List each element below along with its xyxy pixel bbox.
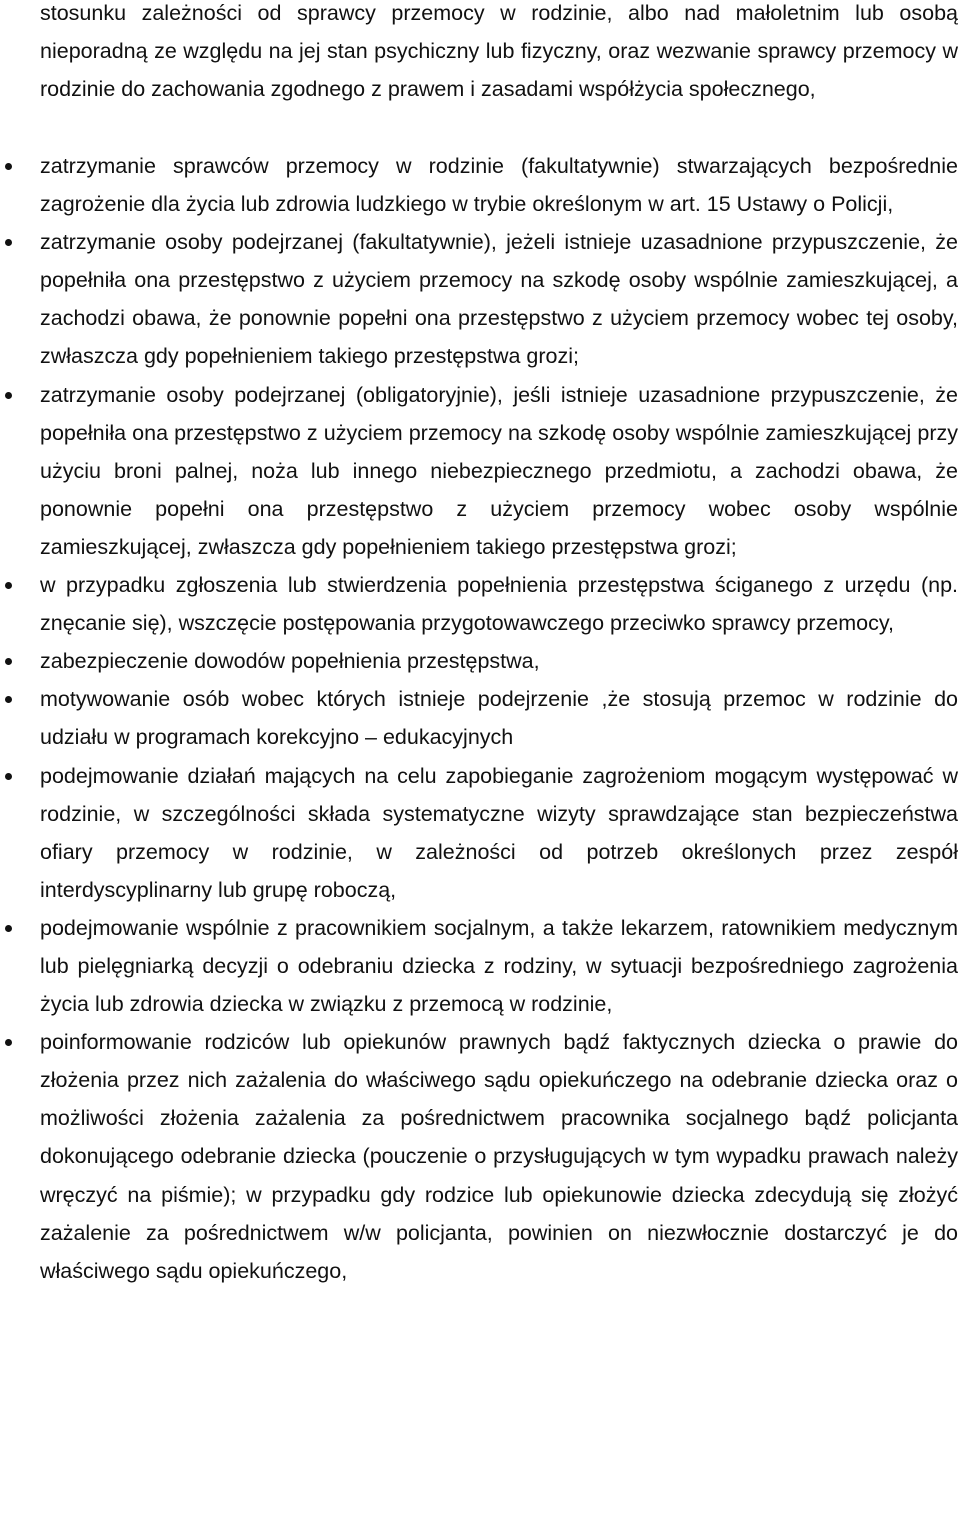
bullet-icon bbox=[5, 696, 12, 703]
bullet-icon bbox=[5, 163, 12, 170]
list-item-text: motywowanie osób wobec których istnieje podejrzenie ,że stosują przemoc w rodzinie do udziału w programach korekcyjno – edukacyjnych bbox=[40, 687, 958, 750]
bullet-icon bbox=[5, 239, 12, 246]
list-item-text: w przypadku zgłoszenia lub stwierdzenia popełnienia przestępstwa ściganego z urzędu (np. znęcanie się), wszczęcie postępowania przygotowawczego przeciwko sprawcy przemocy, bbox=[40, 573, 958, 636]
list-item bbox=[0, 909, 958, 1023]
list-item-text: zatrzymanie osoby podejrzanej (fakultatywnie), jeżeli istnieje uzasadnione przypuszczenie, że popełniła ona przestępstwo z użyciem przemocy na szkodę osoby wspólnie zamieszkującej, a zachodzi obawa, że ponownie popełni ona przestępstwo z użyciem przemocy wobec tej osoby, zwłaszcza gdy popełnieniem takiego przestępstwa grozi; bbox=[40, 230, 958, 369]
list-item-text: podejmowanie wspólnie z pracownikiem socjalnym, a także lekarzem, ratownikiem medycznym lub pielęgniarką decyzji o odebraniu dziecka z rodziny, w sytuacji bezpośredniego zagrożenia życia lub zdrowia dziecka w związku z przemocą w rodzinie, bbox=[40, 915, 958, 1017]
list-item-text: zatrzymanie sprawców przemocy w rodzinie (fakultatywnie) stwarzających bezpośrednie zagrożenie dla życia lub zdrowia ludzkiego w trybie określonym w art. 15 Ustawy o Policji, bbox=[40, 154, 958, 217]
list-item bbox=[0, 642, 958, 680]
bullet-icon bbox=[5, 1039, 12, 1046]
continuation-paragraph: stosunku zależności od sprawcy przemocy w rodzinie, albo nad małoletnim lub osobą nieporadną ze względu na jej stan psychiczny lub fizyczny, oraz wezwanie sprawcy przemocy w rodzinie do zachowania zgodnego z prawem i zasadami współżycia społecznego, bbox=[40, 1, 958, 102]
bullet-icon bbox=[5, 925, 12, 932]
list-item-text: podejmowanie działań mających na celu zapobieganie zagrożeniom mogącym występować w rodzinie, w szczególności składa systematyczne wizyty sprawdzające stan bezpieczeństwa ofiary przemocy w rodzinie, w zależności od potrzeb określonych przez zespół interdyscyplinarny lub grupę roboczą, bbox=[40, 763, 958, 902]
list-item bbox=[0, 757, 958, 909]
list-item bbox=[0, 566, 958, 642]
list-item bbox=[0, 147, 958, 223]
bullet-list bbox=[0, 147, 960, 1290]
list-item-text: zabezpieczenie dowodów popełnienia przestępstwa, bbox=[40, 649, 540, 674]
list-item bbox=[0, 1023, 958, 1290]
list-item bbox=[0, 376, 958, 566]
bullet-icon bbox=[5, 658, 12, 665]
bullet-icon bbox=[5, 392, 12, 399]
list-item bbox=[0, 680, 958, 756]
list-item bbox=[0, 223, 958, 375]
bullet-icon bbox=[5, 773, 12, 780]
list-item-text: zatrzymanie osoby podejrzanej (obligatoryjnie), jeśli istnieje uzasadnione przypuszczenie, że popełniła ona przestępstwo z użyciem przemocy na szkodę osoby wspólnie zamieszkującej przy użyciu broni palnej, noża lub innego niebezpiecznego przedmiotu, a zachodzi obawa, że ponownie popełni ona przestępstwo z użyciem przemocy wobec osoby wspólnie zamieszkującej, zwłaszcza gdy popełnieniem takiego przestępstwa grozi; bbox=[40, 382, 958, 559]
list-item-text: poinformowanie rodziców lub opiekunów prawnych bądź faktycznych dziecka o prawie do złożenia przez nich zażalenia do właściwego sądu opiekuńczego na odebranie dziecka oraz o możliwości złożenia zażalenia za pośrednictwem pracownika socjalnego bądź policjanta dokonującego odebranie dziecka (pouczenie o przysługujących w tym wypadku prawach należy wręczyć na piśmie); w przypadku gdy rodzice lub opiekunowie dziecka zdecydują się złożyć zażalenie za pośrednictwem w/w policjanta, powinien on niezwłocznie dostarczyć je do właściwego sądu opiekuńczego, bbox=[40, 1030, 958, 1283]
bullet-icon bbox=[5, 582, 12, 589]
